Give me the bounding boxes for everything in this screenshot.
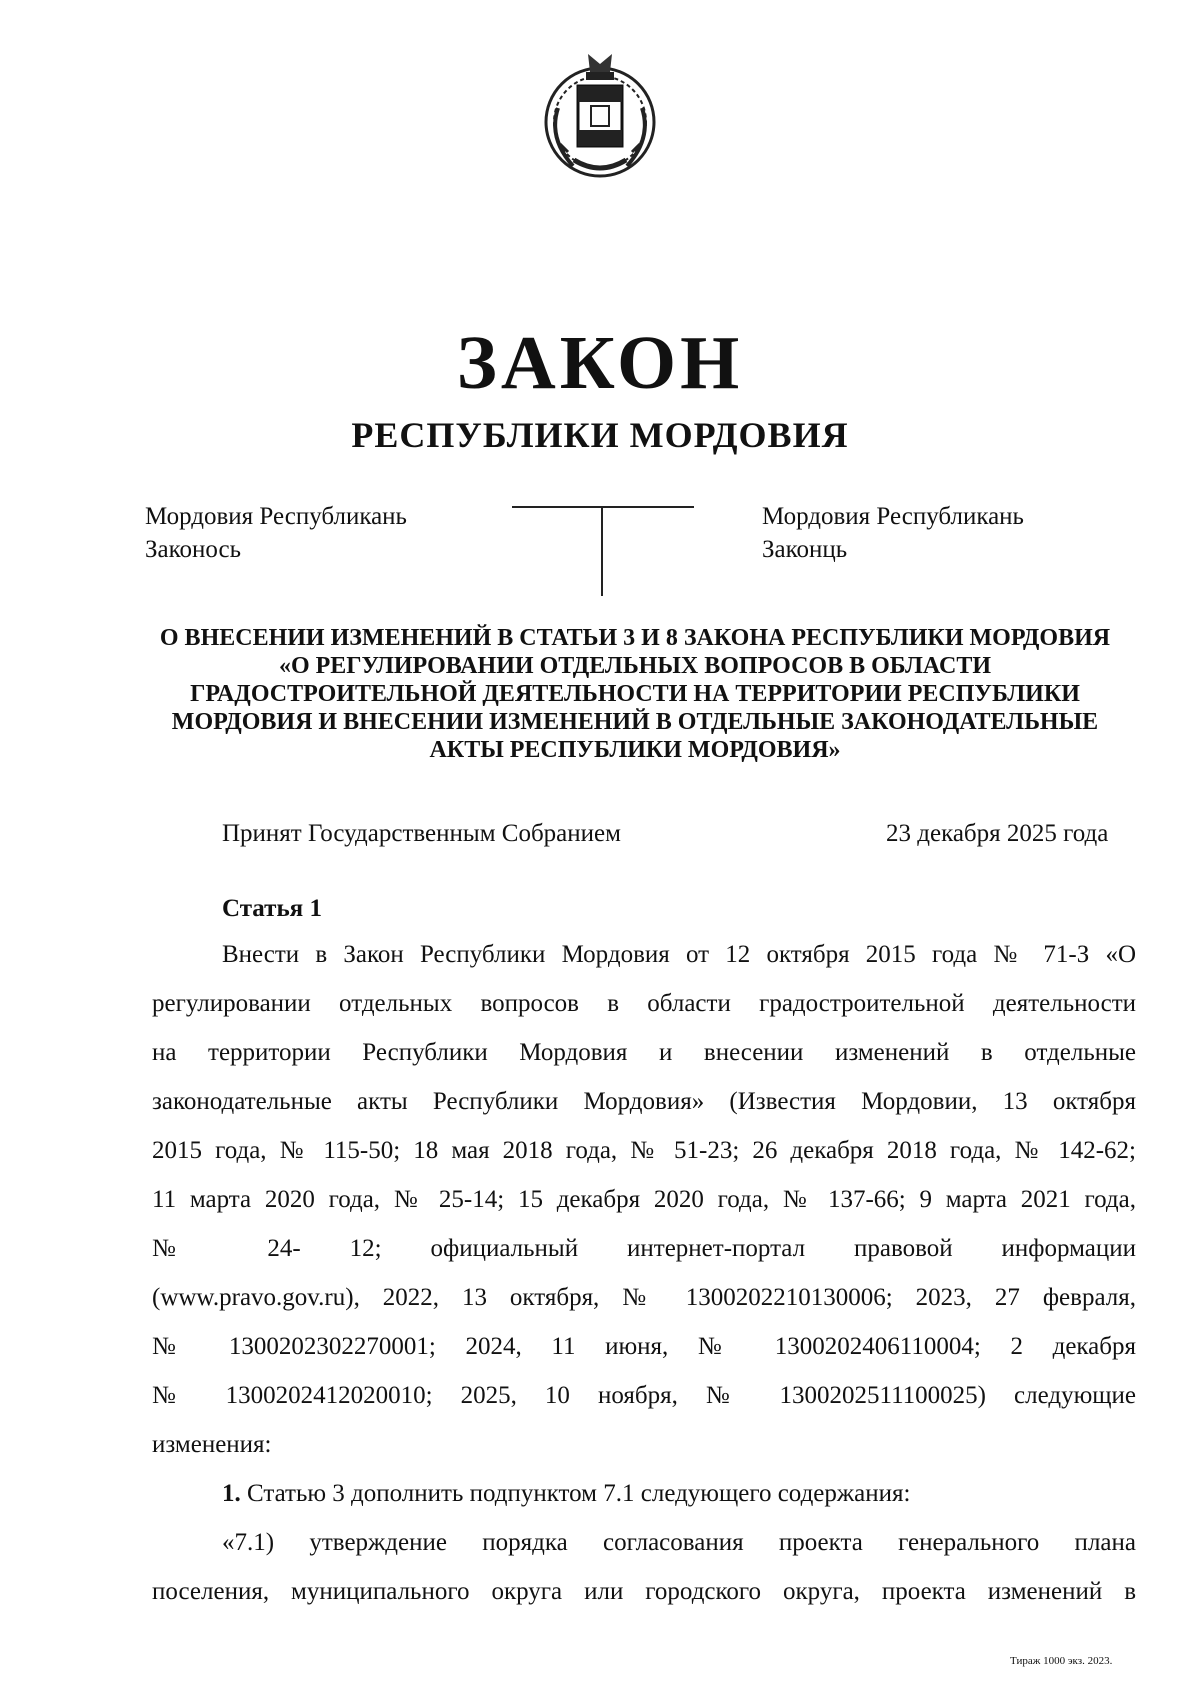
article-paragraph-line: законодательные акты Республики Мордовия» (Известия Мордовии, 13 октября bbox=[152, 1088, 1136, 1115]
article-paragraph-line: (www.pravo.gov.ru), 2022, 13 октября, № 1300202210130006; 2023, 27 февраля, bbox=[152, 1284, 1136, 1311]
print-run-note: Тираж 1000 экз. 2023. bbox=[1010, 1655, 1113, 1667]
article-paragraph-line: № 1300202302270001; 2024, 11 июня, № 1300202406110004; 2 декабря bbox=[152, 1333, 1136, 1360]
article-paragraph-line: 11 марта 2020 года, № 25-14; 15 декабря 2020 года, № 137-66; 9 марта 2021 года, bbox=[152, 1186, 1136, 1213]
separator-vertical bbox=[601, 506, 603, 596]
moksha-title-line: Законось bbox=[145, 536, 241, 563]
law-name-line: «О РЕГУЛИРОВАНИИ ОТДЕЛЬНЫХ ВОПРОСОВ В ОБЛАСТИ bbox=[278, 653, 992, 679]
document-title: ЗАКОН bbox=[456, 321, 744, 405]
moksha-title-line: Мордовия Республикань bbox=[145, 503, 407, 530]
separator-horizontal bbox=[512, 506, 694, 508]
article-paragraph-line: 2015 года, № 115-50; 18 мая 2018 года, № 51-23; 26 декабря 2018 года, № 142-62; bbox=[152, 1137, 1136, 1164]
item-1-number: 1. bbox=[222, 1480, 241, 1507]
adopted-date: 23 декабря 2025 года bbox=[886, 820, 1109, 847]
law-name-line: О ВНЕСЕНИИ ИЗМЕНЕНИЙ В СТАТЬИ 3 И 8 ЗАКОНА РЕСПУБЛИКИ МОРДОВИЯ bbox=[159, 625, 1111, 651]
article-paragraph-line: № 24- 12; официальный интернет-портал правовой информации bbox=[152, 1235, 1136, 1262]
moksha-title-left bbox=[145, 500, 407, 566]
article-paragraph-line: регулировании отдельных вопросов в области градостроительной деятельности bbox=[152, 990, 1136, 1017]
article-paragraph-line: Внести в Закон Республики Мордовия от 12 октября 2015 года № 71-З «О bbox=[222, 941, 1136, 968]
erzya-title-line: Законць bbox=[762, 536, 848, 563]
item-1 bbox=[222, 1481, 1136, 1506]
article-paragraph-line: изменения: bbox=[152, 1431, 272, 1458]
quote-line: поселения, муниципального округа или городского округа, проекта изменений в bbox=[152, 1578, 1136, 1605]
document-subtitle: РЕСПУБЛИКИ МОРДОВИЯ bbox=[351, 415, 849, 455]
article-paragraph-line: на территории Республики Мордовия и внесении изменений в отдельные bbox=[152, 1039, 1136, 1066]
item-1-text: Статью 3 дополнить подпунктом 7.1 следующего содержания: bbox=[240, 1480, 911, 1507]
law-name bbox=[140, 624, 1130, 764]
adopted-label: Принят Государственным Собранием bbox=[222, 820, 621, 847]
quote-line: «7.1) утверждение порядка согласования проекта генерального плана bbox=[222, 1529, 1136, 1556]
article-title: Статья 1 bbox=[222, 895, 322, 922]
law-name-line: ГРАДОСТРОИТЕЛЬНОЙ ДЕЯТЕЛЬНОСТИ НА ТЕРРИТОРИИ РЕСПУБЛИКИ bbox=[190, 681, 1080, 707]
law-name-line: АКТЫ РЕСПУБЛИКИ МОРДОВИЯ» bbox=[429, 737, 841, 763]
erzya-title-line: Мордовия Республикань bbox=[762, 503, 1024, 530]
erzya-title-right bbox=[762, 500, 1024, 566]
law-name-line: МОРДОВИЯ И ВНЕСЕНИИ ИЗМЕНЕНИЙ В ОТДЕЛЬНЫЕ ЗАКОНОДАТЕЛЬНЫЕ bbox=[171, 709, 1099, 735]
article-paragraph-line: № 1300202412020010; 2025, 10 ноября, № 1300202511100025) следующие bbox=[152, 1382, 1136, 1409]
coat-of-arms-emblem bbox=[538, 48, 662, 186]
